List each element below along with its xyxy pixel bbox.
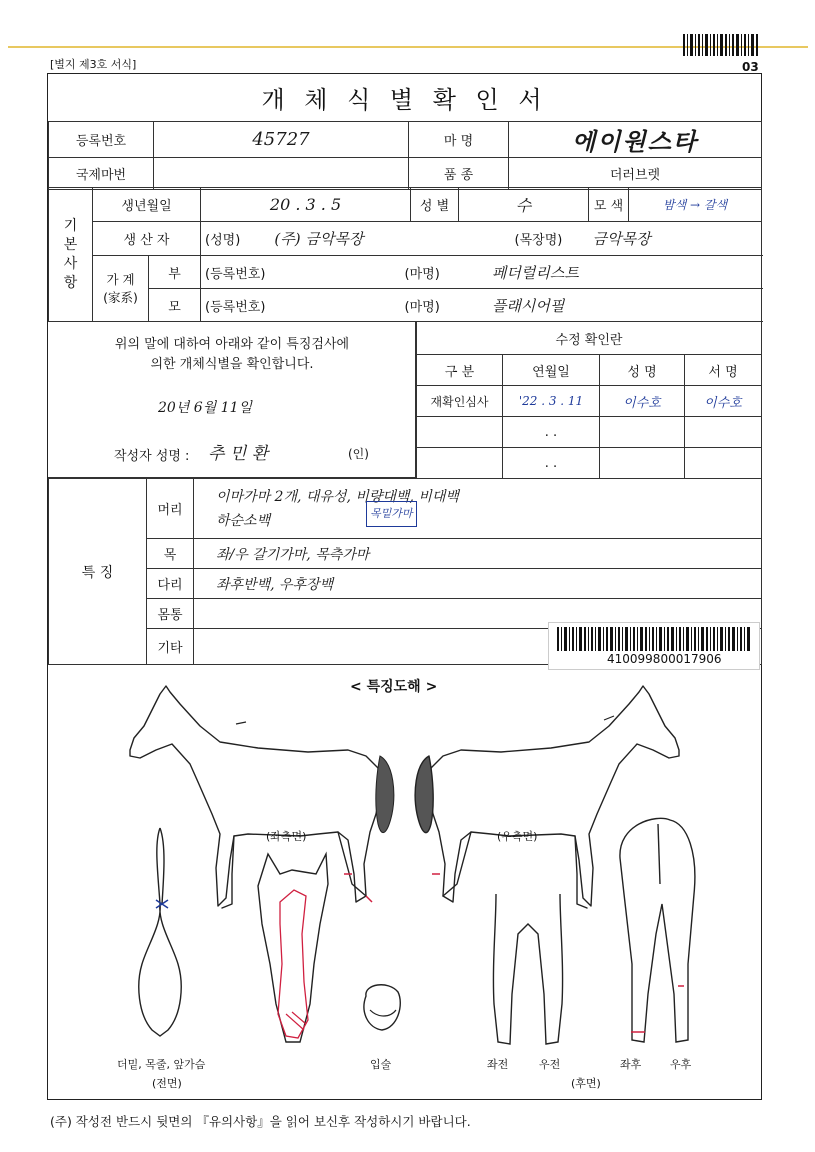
family-label: 가 계 (家系) (93, 256, 149, 322)
basic-section-label: 기 본 사 항 (49, 188, 93, 322)
label-front-neck: 더밑, 목줄, 앞가슴 (117, 1058, 206, 1071)
sire-name-cell (404, 256, 762, 289)
farm-cell (411, 222, 762, 256)
breed-label: 품 종 (409, 158, 509, 190)
dam-name-label: (마명) (404, 299, 440, 315)
sex-value: 수 (459, 188, 589, 222)
barcode-icon (557, 627, 751, 651)
reg-value: 45727 (154, 122, 409, 158)
dam-name-value: 플래시어필 (491, 296, 565, 315)
horse-name-label: 마 명 (409, 122, 509, 158)
head-front-outline (258, 854, 328, 1042)
left-horse-tail (376, 756, 394, 833)
label-front-right: 우전 (539, 1058, 561, 1071)
confirmation-block (48, 321, 416, 478)
color-label: 모 색 (589, 188, 629, 222)
feature-label-other: 기타 (147, 629, 194, 665)
sex-label: 성 별 (411, 188, 459, 222)
horse-name-value: 에이원스타 (509, 122, 762, 158)
writer-value: 추 민 환 (208, 444, 269, 464)
sire-name-label: (마명) (404, 266, 440, 282)
correction-table (416, 321, 762, 479)
sire-name-value: 페더럴리스트 (491, 263, 579, 282)
front-neck-outline (139, 828, 181, 1036)
footer-note: (주) 작성전 반드시 뒷면의 『유의사항』을 읽어 보신후 작성하시기 바랍니다. (50, 1114, 471, 1129)
dam-name-cell (404, 289, 762, 322)
label-lip: 입술 (370, 1058, 392, 1071)
feature-value-head: 이마가마 2개, 대유성, 비량대백, 비대백 하순소백 목밑가마 (194, 479, 762, 539)
producer-name-cell (201, 222, 411, 256)
features-section-label: 특 징 (49, 479, 147, 665)
left-horse-outline (130, 686, 380, 906)
intl-number-label: 국제마번 (49, 158, 154, 190)
feature-label-head: 머리 (147, 479, 194, 539)
correction-title: 수정 확인란 (417, 322, 762, 355)
table-row: 재확인심사 '22 . 3 . 11 이수호 이수호 (417, 386, 762, 417)
lip-outline (364, 985, 400, 1030)
producer-name-value: (주) 금악목장 (274, 230, 364, 248)
top-barcode-icon (683, 34, 759, 56)
farm-value: 금악목장 (592, 230, 651, 248)
feature-value-legs: 좌후반백, 우후장백 (194, 569, 762, 599)
registration-table (48, 121, 762, 190)
reg-label: 등록번호 (49, 122, 154, 158)
producer-name-label: (성명) (205, 233, 241, 248)
feature-label-neck: 목 (147, 539, 194, 569)
breed-value: 더러브렛 (509, 158, 762, 190)
label-hind-right: 우후 (670, 1058, 692, 1071)
correction-header-sign: 서 명 (685, 355, 762, 386)
label-rear-view: (후면) (571, 1077, 601, 1090)
confirmation-date: 20년 6월 11일 (158, 400, 253, 416)
front-legs-outline (493, 894, 562, 1044)
feature-label-legs: 다리 (147, 569, 194, 599)
label-front-view: (전면) (152, 1077, 182, 1090)
sire-reg-label: (등록번호) (201, 256, 411, 289)
color-value: 밤색 → 갈색 (629, 188, 762, 222)
label-right-side: (우측면) (497, 830, 538, 843)
feature-note-neck: 목밑가마 (366, 501, 417, 527)
dam-reg-label: (등록번호) (201, 289, 411, 322)
sire-label: 부 (149, 256, 201, 289)
correction-header-type: 구 분 (417, 355, 503, 386)
birth-label: 생년월일 (93, 188, 201, 222)
table-row: . . (417, 417, 762, 448)
producer-label: 생 산 자 (93, 222, 201, 256)
horse-diagram (48, 664, 761, 1100)
confirmation-text: 위의 말에 대하여 아래와 같이 특징검사에 의한 개체식별을 확인합니다. (114, 337, 350, 372)
form-number: [별지 제3호 서식] (50, 58, 137, 71)
feature-label-body: 몸통 (147, 599, 194, 629)
diagram-title: < 특징도해 > (350, 679, 438, 695)
basic-info-table (48, 187, 762, 322)
document-title: 개 체 식 별 확 인 서 (48, 74, 761, 122)
farm-label: (목장명) (514, 233, 563, 248)
correction-header-date: 연월일 (503, 355, 600, 386)
label-front-left: 좌전 (487, 1058, 509, 1071)
page-number: 03 (742, 60, 759, 74)
label-left-side: (좌측면) (266, 830, 307, 843)
dam-label: 모 (149, 289, 201, 322)
barcode-sticker (548, 622, 760, 670)
label-hind-left: 좌후 (620, 1058, 642, 1071)
intl-number-value (154, 158, 409, 190)
birth-value: 20 . 3 . 5 (201, 188, 411, 222)
writer-label: 작성자 성명 : (114, 449, 190, 464)
seal-mark: (인) (348, 447, 369, 461)
rear-legs-outline (620, 818, 695, 1042)
barcode-number: 410099800017906 (607, 652, 722, 666)
table-row: . . (417, 448, 762, 479)
correction-header-name: 성 명 (600, 355, 685, 386)
right-horse-outline (429, 686, 679, 906)
feature-value-neck: 좌/우 갈기가마, 목측가마 (194, 539, 762, 569)
